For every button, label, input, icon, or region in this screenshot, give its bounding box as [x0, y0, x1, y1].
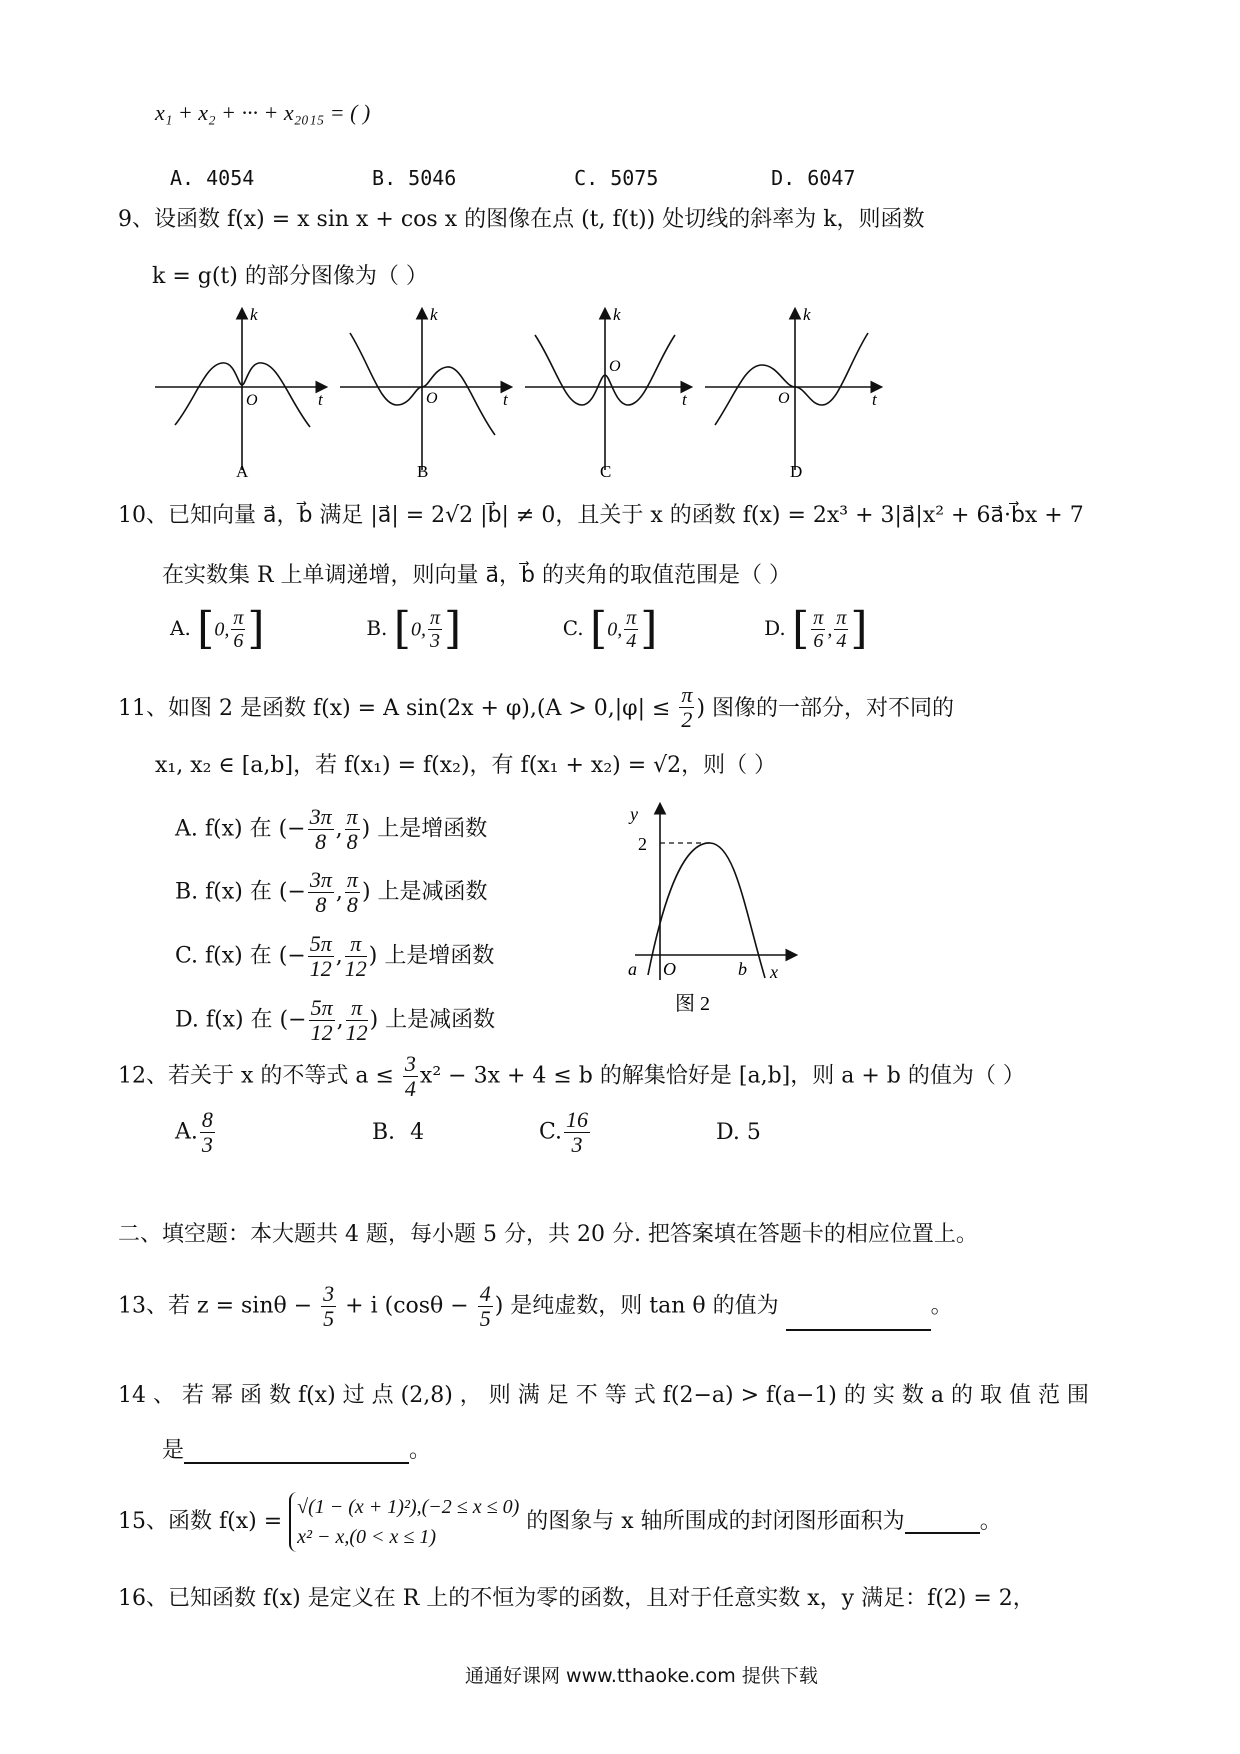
q9-graph-d-label: D — [790, 462, 803, 481]
q15-post: 的图象与 x 轴所围成的封闭图形面积为 — [526, 1508, 905, 1534]
q10-option-d: D. [ $\frac{\pi}{6}$ , $\frac{\pi}{4}$ ] — [764, 603, 868, 654]
q12-option-d: D. 5 — [716, 1119, 761, 1145]
q15-piecewise — [289, 1492, 519, 1552]
q10-line2: 在实数集 R 上单调递增，则向量 a⃗，b⃗ 的夹角的取值范围是（ ） — [162, 563, 791, 588]
q13: 13、若 z = sinθ − $\frac{3}{5}$ + i (cosθ − $\frac{4}{5}$ ) 是纯虚数，则 tan θ 的值为 。 — [118, 1281, 953, 1332]
q11-option-d: D. f(x) 在 (− $\frac{5\pi}{12}$ , $\frac{\pi}{12}$ ) 上是减函数 — [175, 995, 496, 1046]
q9-graph-c — [525, 305, 690, 481]
q11-option-a: A. f(x) 在 (− $\frac{3\pi}{8}$ , $\frac{\pi}{8}$ ) 上是增函数 — [175, 804, 488, 855]
q11-option-b-pre: B. f(x) 在 (− — [175, 879, 306, 905]
q11-option-b: B. f(x) 在 (− $\frac{3\pi}{8}$ , $\frac{\pi}{8}$ ) 上是减函数 — [175, 867, 488, 918]
q8-option-d: D. 6047 — [771, 166, 856, 190]
q10-option-d-label: D. — [764, 615, 786, 640]
q9-graph-d-t-label: t — [872, 390, 877, 409]
q10-option-c: C. [0, $\frac{\pi}{4}$ ] — [562, 603, 658, 654]
q10-option-a: A. [0, $\frac{\pi}{6}$ ] — [170, 603, 265, 654]
q11-fig-a-label: a — [628, 959, 637, 979]
q9-graph-d-origin: O — [778, 390, 790, 407]
q12-option-b: B．4 — [372, 1119, 425, 1145]
q9-graph-b — [340, 305, 510, 481]
q8-stem: x₁ + x₂ + ··· + x₂₀₁₅ = ( ) — [155, 100, 371, 125]
q9-line2: k = g(t) 的部分图像为（ ） — [152, 264, 428, 289]
q8-option-c: C. 5075 — [574, 166, 659, 190]
q9-graph-a — [155, 305, 325, 481]
q10-line1: 10、已知向量 a⃗，b⃗ 满足 |a⃗| = 2√2 |b⃗| ≠ 0，且关于 x 的函数 f(x) = 2x³ + 3|a⃗|x² + 6a⃗·b⃗x + 7 — [118, 503, 1084, 528]
q15 — [118, 1492, 1002, 1552]
q14-line2 — [162, 1438, 431, 1464]
q11-option-a-pre: A. f(x) 在 (− — [175, 816, 306, 842]
q9-graph-b-origin: O — [426, 390, 438, 407]
q15-pre: 15、函数 f(x) = — [118, 1508, 283, 1534]
q11-line1: 11、如图 2 是函数 f(x) = A sin(2x + φ),(A > 0,|φ| ≤ $\frac{\pi}{2}$ ) 图像的一部分，对不同的 — [118, 682, 955, 733]
q11-option-c-post: ) 上是增函数 — [368, 943, 495, 969]
q13-post: ) 是纯虚数，则 tan θ 的值为 — [494, 1293, 779, 1319]
q13-pre: 13、若 z = sinθ − — [118, 1293, 320, 1319]
q9-graph-c-k-label: k — [613, 305, 621, 324]
q9-graph-a-label: A — [236, 462, 249, 481]
footer: 通通好课网 www.tthaoke.com 提供下载 — [465, 1665, 818, 1687]
q11-line2: x₁, x₂ ∈ [a,b]，若 f(x₁) = f(x₂)，有 f(x₁ + x₂) = √2，则（ ） — [155, 753, 777, 778]
q9-graphs — [150, 305, 910, 485]
q12-stem-b: x² − 3x + 4 ≤ b 的解集恰好是 [a,b]，则 a + b 的值为（ ） — [419, 1063, 1025, 1089]
q11-fig-x-label: x — [770, 962, 778, 982]
q11-option-c: C. f(x) 在 (− $\frac{5\pi}{12}$ , $\frac{\pi}{12}$ ) 上是增函数 — [175, 931, 495, 982]
q9-graph-c-t-label: t — [682, 390, 687, 409]
q11-option-a-post: ) 上是增函数 — [361, 816, 488, 842]
q14-line2-text: 是 — [162, 1438, 185, 1463]
q12-option-a-label: A. — [175, 1119, 198, 1145]
q15-case2: x² − x,(0 < x ≤ 1) — [297, 1526, 437, 1548]
q16-line: 16、已知函数 f(x) 是定义在 R 上的不恒为零的函数，且对于任意实数 x，y 满足：f(2) = 2， — [118, 1586, 1035, 1611]
q13-answer-blank[interactable] — [786, 1307, 931, 1331]
q11-option-d-post: ) 上是减函数 — [369, 1007, 496, 1033]
q10-options — [170, 603, 868, 656]
q9-graph-b-t-label: t — [503, 390, 508, 409]
q8-option-a: A. 4054 — [170, 166, 255, 190]
q9-graph-a-k-label: k — [250, 305, 258, 324]
q9-graph-a-origin: O — [246, 392, 258, 409]
q12-option-c: C. $\frac{16}{3}$ — [539, 1107, 589, 1158]
q11-figure-2 — [620, 800, 800, 1020]
q11-fig-o-label: O — [663, 959, 676, 979]
q13-mid: + i (cosθ − — [338, 1293, 476, 1319]
q11-option-c-pre: C. f(x) 在 (− — [175, 943, 306, 969]
q11-fig-y-label: y — [630, 804, 638, 824]
q11-fig-b-label: b — [738, 959, 747, 979]
q10-option-c-label: C. — [562, 615, 584, 640]
q9-graph-d — [705, 305, 880, 481]
q8-option-b: B. 5046 — [372, 166, 457, 190]
q10-option-b: B. [0, $\frac{\pi}{3}$ ] — [366, 603, 462, 654]
q8-options — [170, 166, 855, 190]
q12-option-c-label: C. — [539, 1119, 563, 1145]
q11-line1-b: ) 图像的一部分，对不同的 — [696, 696, 955, 722]
q12-stem-a: 12、若关于 x 的不等式 a ≤ — [118, 1063, 401, 1089]
q9-graph-b-k-label: k — [430, 305, 438, 324]
q11-line1-a: 11、如图 2 是函数 f(x) = A sin(2x + φ),(A > 0,|φ| ≤ — [118, 696, 678, 722]
q14-end: 。 — [409, 1438, 432, 1463]
q11-fig-2-label: 2 — [638, 834, 647, 854]
q12-stem: 12、若关于 x 的不等式 a ≤ $\frac{3}{4}$ x² − 3x + 4 ≤ b 的解集恰好是 [a,b]，则 a + b 的值为（ ） — [118, 1051, 1025, 1102]
q15-answer-blank[interactable] — [905, 1510, 980, 1534]
q10-option-b-label: B. — [366, 615, 388, 640]
q11-fig-caption: 图 2 — [675, 993, 710, 1015]
section-2-heading: 二、填空题：本大题共 4 题，每小题 5 分，共 20 分. 把答案填在答题卡的相应位置上。 — [118, 1222, 978, 1247]
q14-answer-blank[interactable] — [184, 1440, 409, 1464]
q9-graph-c-label: C — [600, 462, 612, 481]
q9-graph-b-label: B — [417, 462, 429, 481]
q9-line1: 9、设函数 f(x) = x sin x + cos x 的图像在点 (t, f(t)) 处切线的斜率为 k，则函数 — [118, 207, 925, 232]
q9-graph-d-k-label: k — [803, 305, 811, 324]
q9-graph-a-t-label: t — [318, 390, 323, 409]
q12-option-a: A. $\frac{8}{3}$ — [175, 1107, 213, 1158]
q13-end: 。 — [930, 1293, 953, 1319]
q15-end: 。 — [979, 1508, 1002, 1534]
q11-option-b-post: ) 上是减函数 — [361, 879, 488, 905]
q9-graph-c-origin: O — [609, 358, 621, 375]
q11-option-d-pre: D. f(x) 在 (− — [175, 1007, 307, 1033]
q14-line1: 14 、 若 幂 函 数 f(x) 过 点 (2,8) ， 则 满 足 不 等 式 f(2−a) > f(a−1) 的 实 数 a 的 取 值 范 围 — [118, 1383, 1089, 1408]
q10-option-a-label: A. — [170, 615, 191, 640]
q12-options — [175, 1108, 761, 1157]
q15-case1: √(1 − (x + 1)²),(−2 ≤ x ≤ 0) — [297, 1496, 520, 1518]
